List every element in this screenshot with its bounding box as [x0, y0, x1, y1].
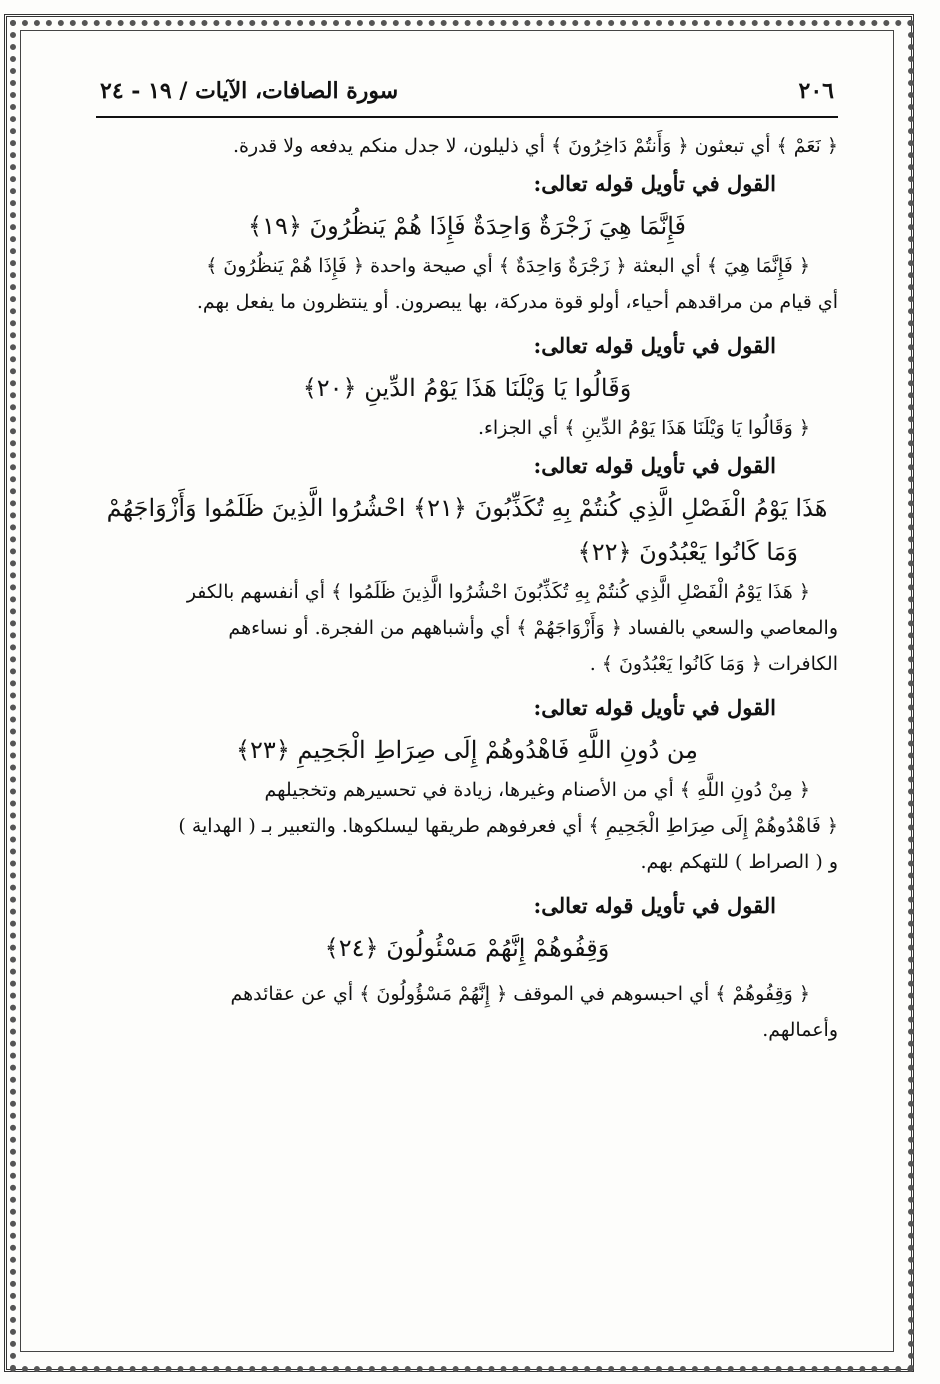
quran-verse: مِن دُونِ اللَّهِ فَاهْدُوهُمْ إِلَى صِرَاطِ الْجَحِيمِ ﴿٢٣﴾	[235, 736, 699, 764]
text-line: ﴿ وَقَالُوا يَا وَيْلَنَا هَذَا يَوْمُ الدِّينِ ﴾ أي الجزاء.	[477, 417, 810, 439]
text-line: أي قيام من مراقدهم أحياء، أولو قوة مدركة، بها يبصرون. أو ينتظرون ما يفعل بهم.	[196, 291, 838, 313]
section-heading: القول في تأويل قوله تعالى:	[533, 695, 776, 720]
page-number: ٢٠٦	[798, 78, 834, 104]
section-heading: القول في تأويل قوله تعالى:	[533, 171, 776, 196]
page-content	[96, 72, 838, 1048]
quran-verse: وَقَالُوا يَا وَيْلَنَا هَذَا يَوْمُ الدِّينِ ﴿٢٠﴾	[302, 374, 632, 402]
section-heading: القول في تأويل قوله تعالى:	[533, 453, 776, 478]
text-line: ﴿ وَقِفُوهُمْ ﴾ أي احبسوهم في الموقف ﴿ إِنَّهُمْ مَسْؤُولُونَ ﴾ أي عن عقائدهم	[230, 983, 810, 1005]
text-line: و ( الصراط ) للتهكم بهم.	[640, 851, 838, 873]
text-line: ﴿ هَذَا يَوْمُ الْفَصْلِ الَّذِي كُنتُمْ بِهِ تُكَذِّبُونَ احْشُرُوا الَّذِينَ ظَلَمُوا ﴾ أي أنفسهم بالكفر	[186, 581, 810, 603]
text-line: ﴿ فَاهْدُوهُمْ إِلَى صِرَاطِ الْجَحِيمِ ﴾ أي فعرفوهم طريقها ليسلكوها. والتعبير بـ ( الهداية )	[178, 815, 838, 837]
text-line: وأعمالهم.	[762, 1019, 838, 1041]
quran-verse: فَإِنَّمَا هِيَ زَجْرَةٌ وَاحِدَةٌ فَإِذَا هُمْ يَنظُرُونَ ﴿١٩﴾	[248, 212, 686, 240]
section-heading: القول في تأويل قوله تعالى:	[533, 333, 776, 358]
text-line: الكافرات ﴿ وَمَا كَانُوا يَعْبُدُونَ ﴾ .	[589, 653, 838, 675]
text-line: والمعاصي والسعي بالفساد ﴿ وَأَزْوَاجَهُمْ ﴾ أي وأشباههم من الفجرة. أو نساءهم	[228, 617, 838, 639]
text-line: ﴿ نَعَمْ ﴾ أي تبعثون ﴿ وَأَنتُمْ دَاخِرُونَ ﴾ أي ذليلون، لا جدل منكم يدفعه ولا قدرة.	[233, 135, 838, 157]
quran-verse: وَقِفُوهُمْ إِنَّهُمْ مَسْئُولُونَ ﴿٢٤﴾	[324, 934, 610, 962]
text-line: ﴿ فَإِنَّمَا هِيَ ﴾ أي البعثة ﴿ زَجْرَةٌ وَاحِدَةٌ ﴾ أي صيحة واحدة ﴿ فَإِذَا هُمْ يَنظُرُونَ ﴾	[206, 255, 810, 277]
running-title: سورة الصافات، الآيات / ١٩ - ٢٤	[100, 78, 399, 104]
quran-verse: هَذَا يَوْمُ الْفَصْلِ الَّذِي كُنتُمْ بِهِ تُكَذِّبُونَ ﴿٢١﴾ احْشُرُوا الَّذِينَ ظَلَمُوا وَأَزْوَاجَهُمْ	[106, 494, 828, 522]
page-header	[96, 72, 838, 118]
quran-verse: وَمَا كَانُوا يَعْبُدُونَ ﴿٢٢﴾	[577, 538, 798, 566]
section-heading: القول في تأويل قوله تعالى:	[533, 893, 776, 918]
text-line: ﴿ مِنْ دُونِ اللَّهِ ﴾ أي من الأصنام وغيرها، زيادة في تحسيرهم وتخجيلهم	[264, 779, 810, 801]
